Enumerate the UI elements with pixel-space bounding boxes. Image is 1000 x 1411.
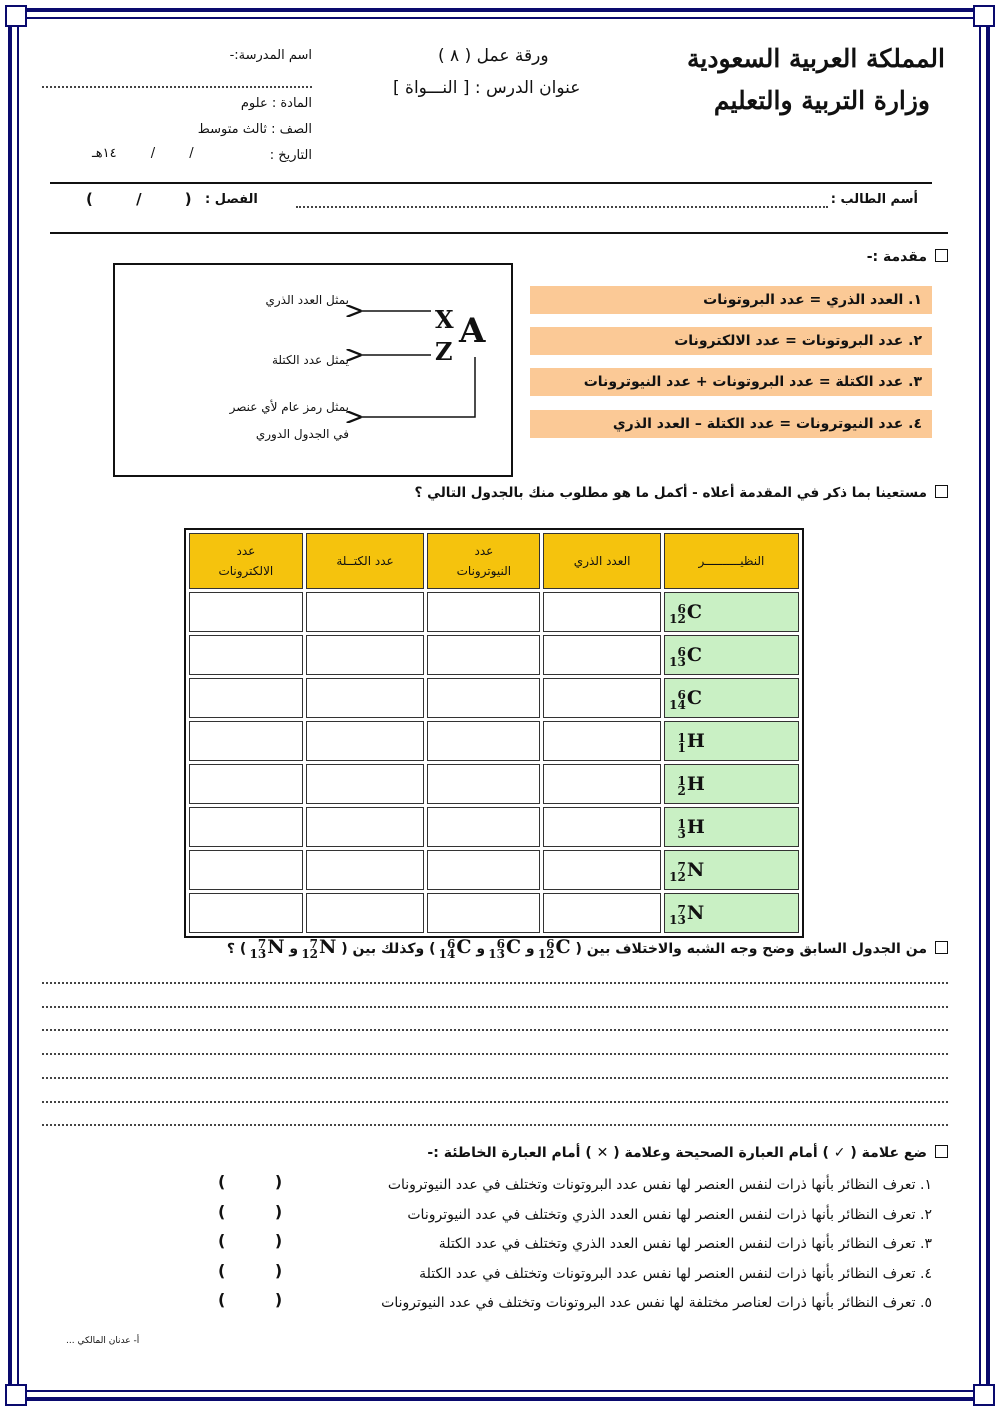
answer-cell[interactable] — [427, 592, 540, 632]
answer-cell[interactable] — [189, 721, 303, 761]
truefalse-item: ٣. تعرف النظائر بأنها ذرات لنفس العنصر لها نفس العدد الذري وتختلف في عدد الكتلة — [438, 1236, 932, 1252]
isotope-atomic-number: 6 — [677, 645, 686, 659]
symbol-X: X — [435, 305, 454, 334]
element-symbol: H — [686, 816, 705, 838]
isotope-mass-number: 12 — [669, 870, 686, 884]
arrow-symbol — [360, 357, 475, 417]
isotope-cell — [664, 635, 799, 675]
answer-brackets[interactable]: ( ) — [218, 1172, 283, 1191]
checkbox-icon — [935, 941, 948, 954]
checkbox-icon — [935, 485, 948, 498]
isotope-symbol — [669, 644, 702, 669]
isotope-mass-number: 13 — [249, 947, 267, 961]
answer-brackets[interactable]: ( ) — [218, 1231, 283, 1250]
element-symbol: C — [505, 936, 522, 958]
isotope-cell — [664, 807, 799, 847]
answer-cell[interactable] — [189, 764, 303, 804]
isotope-mass-number: 12 — [669, 612, 686, 626]
table-header-text: الالكترونات — [218, 564, 274, 578]
table-header-text: النظيــــــــــر — [698, 554, 765, 568]
table-row — [189, 635, 799, 675]
label-mass-number: يمثل عدد الكتلة — [271, 353, 349, 367]
compare-isotopes-carbon — [438, 936, 571, 961]
answer-brackets[interactable]: ( ) — [218, 1201, 283, 1221]
answer-cell[interactable] — [189, 807, 303, 847]
answer-cell[interactable] — [306, 678, 425, 718]
element-symbol: N — [686, 902, 705, 924]
corner-ornament — [5, 1384, 27, 1406]
isotope-atomic-number: 6 — [546, 937, 555, 951]
answer-cell[interactable] — [543, 678, 660, 718]
label-symbol-2: في الجدول الدوري — [255, 427, 349, 441]
isotope-atomic-number: 6 — [677, 688, 686, 702]
isotope-atomic-number: 6 — [496, 937, 505, 951]
isotope-symbol — [677, 730, 705, 755]
isotope-cell — [664, 721, 799, 761]
compare-middle: ) وكذلك بين ( — [341, 941, 436, 957]
element-symbol: C — [456, 936, 472, 958]
isotope-symbol — [669, 859, 705, 884]
isotope-symbol — [669, 902, 705, 927]
element-symbol: C — [686, 601, 702, 623]
table-header-text: عدد الكتــلة — [336, 554, 394, 568]
subject-label: المادة : علوم — [240, 96, 312, 111]
isotope-symbol — [488, 936, 522, 961]
intro-note-1: ١. العدد الذري = عدد البروتونات — [530, 286, 932, 314]
truefalse-heading — [427, 1145, 948, 1161]
isotope-atomic-number: 1 — [677, 817, 686, 831]
corner-ornament — [973, 1384, 995, 1406]
answer-cell[interactable] — [427, 807, 540, 847]
answer-cell[interactable] — [427, 893, 540, 933]
answer-brackets[interactable]: ( ) — [218, 1260, 283, 1280]
table-header-cell — [543, 533, 660, 589]
checkbox-icon — [935, 1145, 948, 1158]
answer-cell[interactable] — [306, 850, 425, 890]
answer-cell[interactable] — [427, 764, 540, 804]
symbol-Z: Z — [435, 337, 453, 366]
compare-question — [226, 936, 948, 961]
table-row — [189, 764, 799, 804]
compare-suffix: ) ؟ — [226, 941, 247, 957]
isotope-atomic-number: 6 — [447, 937, 456, 951]
isotope-atomic-number: 7 — [257, 937, 267, 951]
isotope-cell — [664, 764, 799, 804]
table-header-text: عدد — [236, 544, 256, 558]
footer-author: أ- عدنان المالكي ... — [66, 1336, 140, 1346]
isotope-mass-number: 13 — [669, 913, 686, 927]
isotope-symbol — [249, 936, 285, 961]
isotope-symbol — [677, 773, 705, 798]
intro-title: مقدمة :- — [866, 249, 927, 265]
table-row — [189, 721, 799, 761]
isotope-mass-number: 14 — [438, 947, 456, 961]
answer-cell[interactable] — [189, 678, 303, 718]
isotope-symbol — [537, 936, 571, 961]
intro-note-4: ٤. عدد النيوترونات = عدد الكتلة – العدد الذري — [530, 410, 932, 438]
date-label: التاريخ : — [269, 148, 312, 163]
table-row — [189, 807, 799, 847]
corner-ornament — [973, 5, 995, 27]
student-name-line[interactable] — [296, 206, 828, 208]
answer-line[interactable] — [42, 1077, 948, 1079]
school-label: اسم المدرسة:- — [229, 48, 312, 63]
answer-cell[interactable] — [543, 635, 660, 675]
element-symbol: C — [686, 687, 702, 709]
school-line[interactable] — [42, 86, 312, 88]
element-symbol: C — [555, 936, 571, 958]
class-value: ( / ) — [86, 190, 192, 208]
table-header-text: النيوترونات — [456, 564, 512, 578]
isotope-mass-number: 12 — [301, 947, 319, 961]
answer-cell[interactable] — [427, 678, 540, 718]
lesson-title: عنوان الدرس : [ النـــواة ] — [393, 78, 581, 98]
table-header-cell — [664, 533, 799, 589]
answer-cell[interactable] — [306, 764, 425, 804]
divider — [50, 182, 932, 184]
answer-cell[interactable] — [306, 893, 425, 933]
isotope-symbol — [677, 816, 705, 841]
notation-box — [113, 263, 513, 477]
answer-brackets[interactable]: ( ) — [218, 1290, 283, 1309]
answer-line[interactable] — [42, 1053, 948, 1055]
table-header-text: العدد الذري — [573, 554, 631, 568]
answer-cell[interactable] — [543, 807, 660, 847]
label-atomic-number: يمثل العدد الذري — [265, 293, 349, 307]
isotope-atomic-number: 7 — [677, 860, 686, 874]
table-row — [189, 592, 799, 632]
answer-cell[interactable] — [189, 893, 303, 933]
isotope-mass-number: 13 — [488, 947, 505, 961]
checkbox-icon — [935, 249, 948, 262]
table-header-cell — [306, 533, 425, 589]
table-row — [189, 850, 799, 890]
isotope-atomic-number: 1 — [677, 731, 686, 745]
compare-prefix: من الجدول السابق وضح وجه الشبه والاختلاف بين ( — [575, 941, 927, 957]
and-word: و — [284, 941, 304, 957]
isotope-symbol — [669, 601, 702, 626]
class-label: الفصل : — [205, 192, 258, 207]
intro-note-2: ٢. عدد البروتونات = عدد الالكترونات — [530, 327, 932, 355]
and-word: و — [471, 941, 490, 957]
answer-cell[interactable] — [427, 635, 540, 675]
element-symbol: N — [267, 936, 285, 958]
answer-cell[interactable] — [189, 635, 303, 675]
truefalse-item: ٤. تعرف النظائر بأنها ذرات لنفس العنصر لها نفس عدد البروتونات وتختلف في عدد الكتلة — [419, 1265, 932, 1282]
element-symbol: N — [319, 936, 337, 958]
answer-line[interactable] — [42, 1006, 948, 1008]
isotope-cell — [664, 592, 799, 632]
date-value: / / ١٤هـ — [92, 146, 194, 161]
element-symbol: N — [686, 859, 705, 881]
answer-line[interactable] — [42, 982, 948, 984]
isotope-atomic-number: 7 — [677, 903, 686, 917]
answer-cell[interactable] — [427, 850, 540, 890]
label-symbol-1: يمثل رمز عام لأي عنصر — [229, 400, 349, 414]
answer-cell[interactable] — [306, 635, 425, 675]
answer-line[interactable] — [42, 1101, 948, 1103]
truefalse-title: ضع علامة ( ✓ ) أمام العبارة الصحيحة وعلامة ( ✕ ) أمام العبارة الخاطئة :- — [427, 1145, 927, 1161]
compare-isotopes-nitrogen — [249, 936, 337, 961]
isotope-mass-number: 1 — [677, 741, 686, 755]
answer-cell[interactable] — [189, 850, 303, 890]
answer-cell[interactable] — [427, 721, 540, 761]
isotope-cell — [664, 893, 799, 933]
table-question-text: مستعينا بما ذكر في المقدمة أعلاه - أكمل ما هو مطلوب منك بالجدول التالي ؟ — [414, 485, 927, 501]
intro-note-3: ٣. عدد الكتلة = عدد البروتونات + عدد النيوترونات — [530, 368, 932, 396]
isotope-symbol — [669, 687, 702, 712]
truefalse-item: ١. تعرف النظائر بأنها ذرات لنفس العنصر لها نفس عدد البروتونات وتختلف في عدد النيوترونات — [387, 1177, 932, 1193]
isotope-mass-number: 14 — [669, 698, 686, 712]
answer-cell[interactable] — [306, 592, 425, 632]
answer-cell[interactable] — [543, 764, 660, 804]
and-word: و — [521, 941, 540, 957]
isotope-atomic-number: 7 — [309, 937, 319, 951]
isotope-symbol — [438, 936, 472, 961]
ministry-title: وزارة التربية والتعليم — [713, 86, 930, 115]
isotope-cell — [664, 850, 799, 890]
answer-cell[interactable] — [306, 721, 425, 761]
student-label: أسم الطالب : — [830, 192, 918, 207]
isotope-symbol — [301, 936, 337, 961]
kingdom-title: المملكة العربية السعودية — [686, 44, 945, 73]
isotope-mass-number: 13 — [669, 655, 686, 669]
table-row — [189, 678, 799, 718]
table-header-cell — [427, 533, 540, 589]
truefalse-item: ٥. تعرف النظائر بأنها ذرات لعناصر مختلفة لها نفس عدد البروتونات وتختلف في عدد النيوترونات — [381, 1295, 932, 1311]
grade-label: الصف : ثالث متوسط — [197, 122, 312, 137]
isotope-cell — [664, 678, 799, 718]
answer-line[interactable] — [42, 1029, 948, 1031]
answer-cell[interactable] — [543, 721, 660, 761]
answer-cell[interactable] — [306, 807, 425, 847]
table-row — [189, 893, 799, 933]
element-symbol: C — [686, 644, 702, 666]
corner-ornament — [5, 5, 27, 27]
symbol-A: A — [459, 311, 486, 351]
truefalse-item: ٢. تعرف النظائر بأنها ذرات لنفس العنصر لها نفس العدد الذري وتختلف في عدد النيوترونات — [407, 1206, 932, 1223]
element-symbol: H — [686, 730, 705, 752]
element-symbol: H — [686, 773, 705, 795]
isotope-mass-number: 2 — [677, 784, 686, 798]
divider — [50, 232, 948, 234]
notation-arrows — [115, 265, 511, 475]
isotope-table — [184, 528, 804, 938]
table-header-text: عدد — [474, 544, 494, 558]
worksheet-number: ورقة عمل ( ٨ ) — [438, 46, 549, 66]
answer-cell[interactable] — [543, 850, 660, 890]
isotope-atomic-number: 1 — [677, 774, 686, 788]
isotope-mass-number: 3 — [677, 827, 686, 841]
isotope-mass-number: 12 — [537, 947, 555, 961]
answer-cell[interactable] — [543, 893, 660, 933]
table-header-cell — [189, 533, 303, 589]
table-question — [415, 485, 948, 501]
answer-cell[interactable] — [189, 592, 303, 632]
answer-cell[interactable] — [543, 592, 660, 632]
intro-heading — [867, 249, 948, 265]
answer-line[interactable] — [42, 1124, 948, 1126]
isotope-atomic-number: 6 — [677, 602, 686, 616]
